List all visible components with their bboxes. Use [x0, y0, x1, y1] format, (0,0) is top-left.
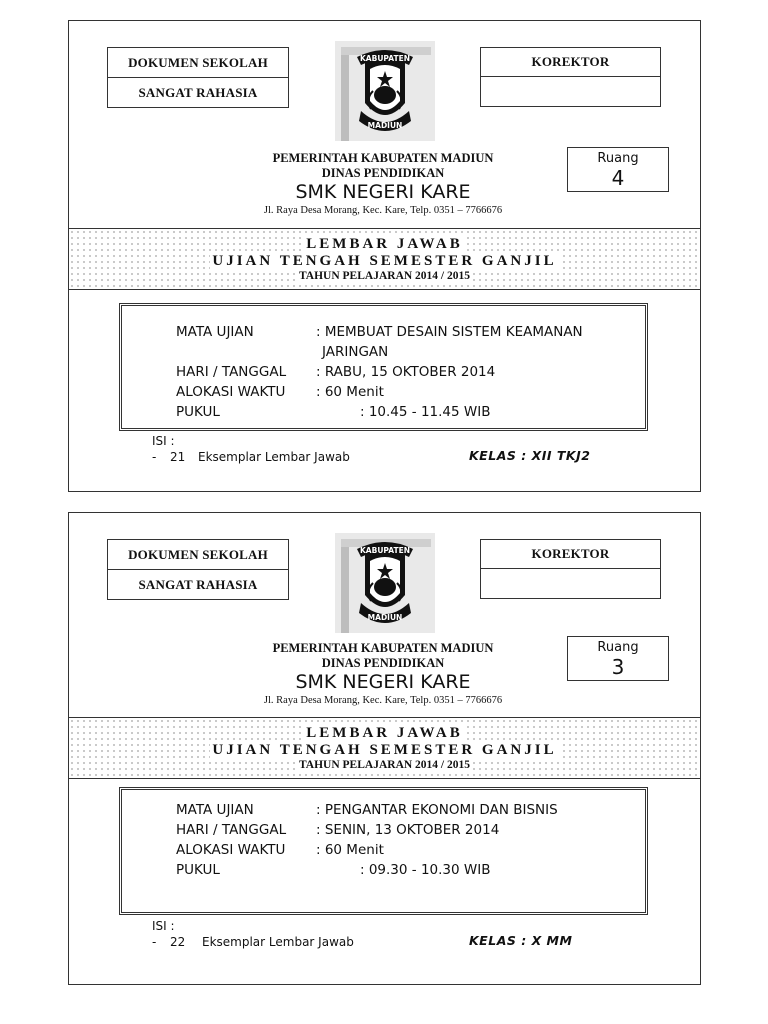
dokumen-sekolah-box — [107, 539, 289, 600]
isi-text: Eksemplar Lembar Jawab — [198, 450, 350, 464]
dokumen-sekolah-label: DOKUMEN SEKOLAH — [108, 540, 288, 570]
alokasi-waktu-value: : 60 Menit — [316, 842, 384, 858]
isi-count: 22 — [170, 935, 186, 949]
answer-sheet-card-1 — [68, 20, 701, 492]
pukul-label: PUKUL — [176, 862, 220, 878]
isi-dash: - — [152, 935, 157, 949]
korektor-box — [480, 539, 661, 599]
isi-section — [152, 433, 350, 465]
band-year: TAHUN PELAJARAN 2014 / 2015 — [298, 759, 470, 771]
mata-ujian-label: MATA UJIAN — [176, 324, 254, 340]
title-band — [69, 228, 700, 290]
logo-bottom-text: MADIUN — [367, 121, 403, 130]
isi-text: Eksemplar Lembar Jawab — [202, 935, 354, 949]
ruang-label: Ruang — [597, 640, 639, 655]
school-name: SMK NEGERI KARE — [295, 671, 471, 693]
hari-tanggal-value: : SENIN, 13 OKTOBER 2014 — [316, 822, 500, 838]
pemerintah-line: PEMERINTAH KABUPATEN MADIUN — [272, 151, 494, 165]
mata-ujian-continuation: JARINGAN — [322, 344, 389, 360]
ruang-number: 4 — [611, 166, 625, 190]
alokasi-waktu-label: ALOKASI WAKTU — [176, 842, 286, 858]
alokasi-waktu-label: ALOKASI WAKTU — [176, 384, 286, 400]
band-title: LEMBAR JAWAB — [306, 236, 463, 252]
isi-section — [152, 918, 354, 950]
mata-ujian-label: MATA UJIAN — [176, 802, 254, 818]
kelas-label: KELAS : XII TKJ2 — [469, 448, 591, 463]
band-year: TAHUN PELAJARAN 2014 / 2015 — [298, 270, 470, 282]
school-header — [219, 151, 547, 218]
school-address: Jl. Raya Desa Morang, Kec. Kare, Telp. 0351 – 7766676 — [263, 205, 503, 216]
school-header — [219, 641, 547, 708]
korektor-label: KOREKTOR — [481, 48, 660, 77]
hari-tanggal-value: : RABU, 15 OKTOBER 2014 — [316, 364, 496, 380]
pemerintah-line: PEMERINTAH KABUPATEN MADIUN — [272, 641, 494, 655]
isi-dash: - — [152, 450, 157, 464]
korektor-box — [480, 47, 661, 107]
sangat-rahasia-label: SANGAT RAHASIA — [138, 85, 258, 100]
band-subtitle: UJIAN TENGAH SEMESTER GANJIL — [212, 742, 557, 758]
isi-label: ISI : — [152, 919, 175, 933]
mata-ujian-value: : PENGANTAR EKONOMI DAN BISNIS — [316, 802, 558, 818]
band-title: LEMBAR JAWAB — [306, 725, 463, 741]
band-subtitle: UJIAN TENGAH SEMESTER GANJIL — [212, 253, 557, 269]
dinas-line: DINAS PENDIDIKAN — [321, 656, 445, 670]
pukul-label: PUKUL — [176, 404, 220, 420]
dokumen-sekolah-box — [107, 47, 289, 108]
dokumen-sekolah-label: DOKUMEN SEKOLAH — [108, 48, 288, 78]
mata-ujian-value: : MEMBUAT DESAIN SISTEM KEAMANAN — [316, 324, 583, 340]
hari-tanggal-label: HARI / TANGGAL — [176, 822, 287, 838]
exam-info-box — [119, 303, 648, 431]
isi-label: ISI : — [152, 434, 175, 448]
exam-info-box — [119, 787, 648, 915]
dinas-line: DINAS PENDIDIKAN — [321, 166, 445, 180]
hari-tanggal-label: HARI / TANGGAL — [176, 364, 287, 380]
logo-top-text: KABUPATEN — [360, 54, 410, 63]
ruang-label: Ruang — [597, 151, 639, 166]
pukul-value: : 10.45 - 11.45 WIB — [360, 404, 491, 420]
sangat-rahasia-label: SANGAT RAHASIA — [138, 577, 258, 592]
title-band — [69, 717, 700, 779]
school-name: SMK NEGERI KARE — [295, 181, 471, 203]
logo-top-text: KABUPATEN — [360, 546, 410, 555]
logo-bottom-text: MADIUN — [367, 613, 403, 622]
answer-sheet-card-2 — [68, 512, 701, 985]
ruang-box — [567, 636, 669, 681]
emblem-icon — [335, 41, 435, 141]
ruang-box — [567, 147, 669, 192]
school-address: Jl. Raya Desa Morang, Kec. Kare, Telp. 0351 – 7766676 — [263, 695, 503, 706]
isi-count: 21 — [170, 450, 186, 464]
kelas-label: KELAS : X MM — [469, 933, 573, 948]
alokasi-waktu-value: : 60 Menit — [316, 384, 384, 400]
ruang-number: 3 — [611, 655, 625, 679]
korektor-label: KOREKTOR — [481, 540, 660, 569]
emblem-icon — [335, 533, 435, 633]
pukul-value: : 09.30 - 10.30 WIB — [360, 862, 491, 878]
